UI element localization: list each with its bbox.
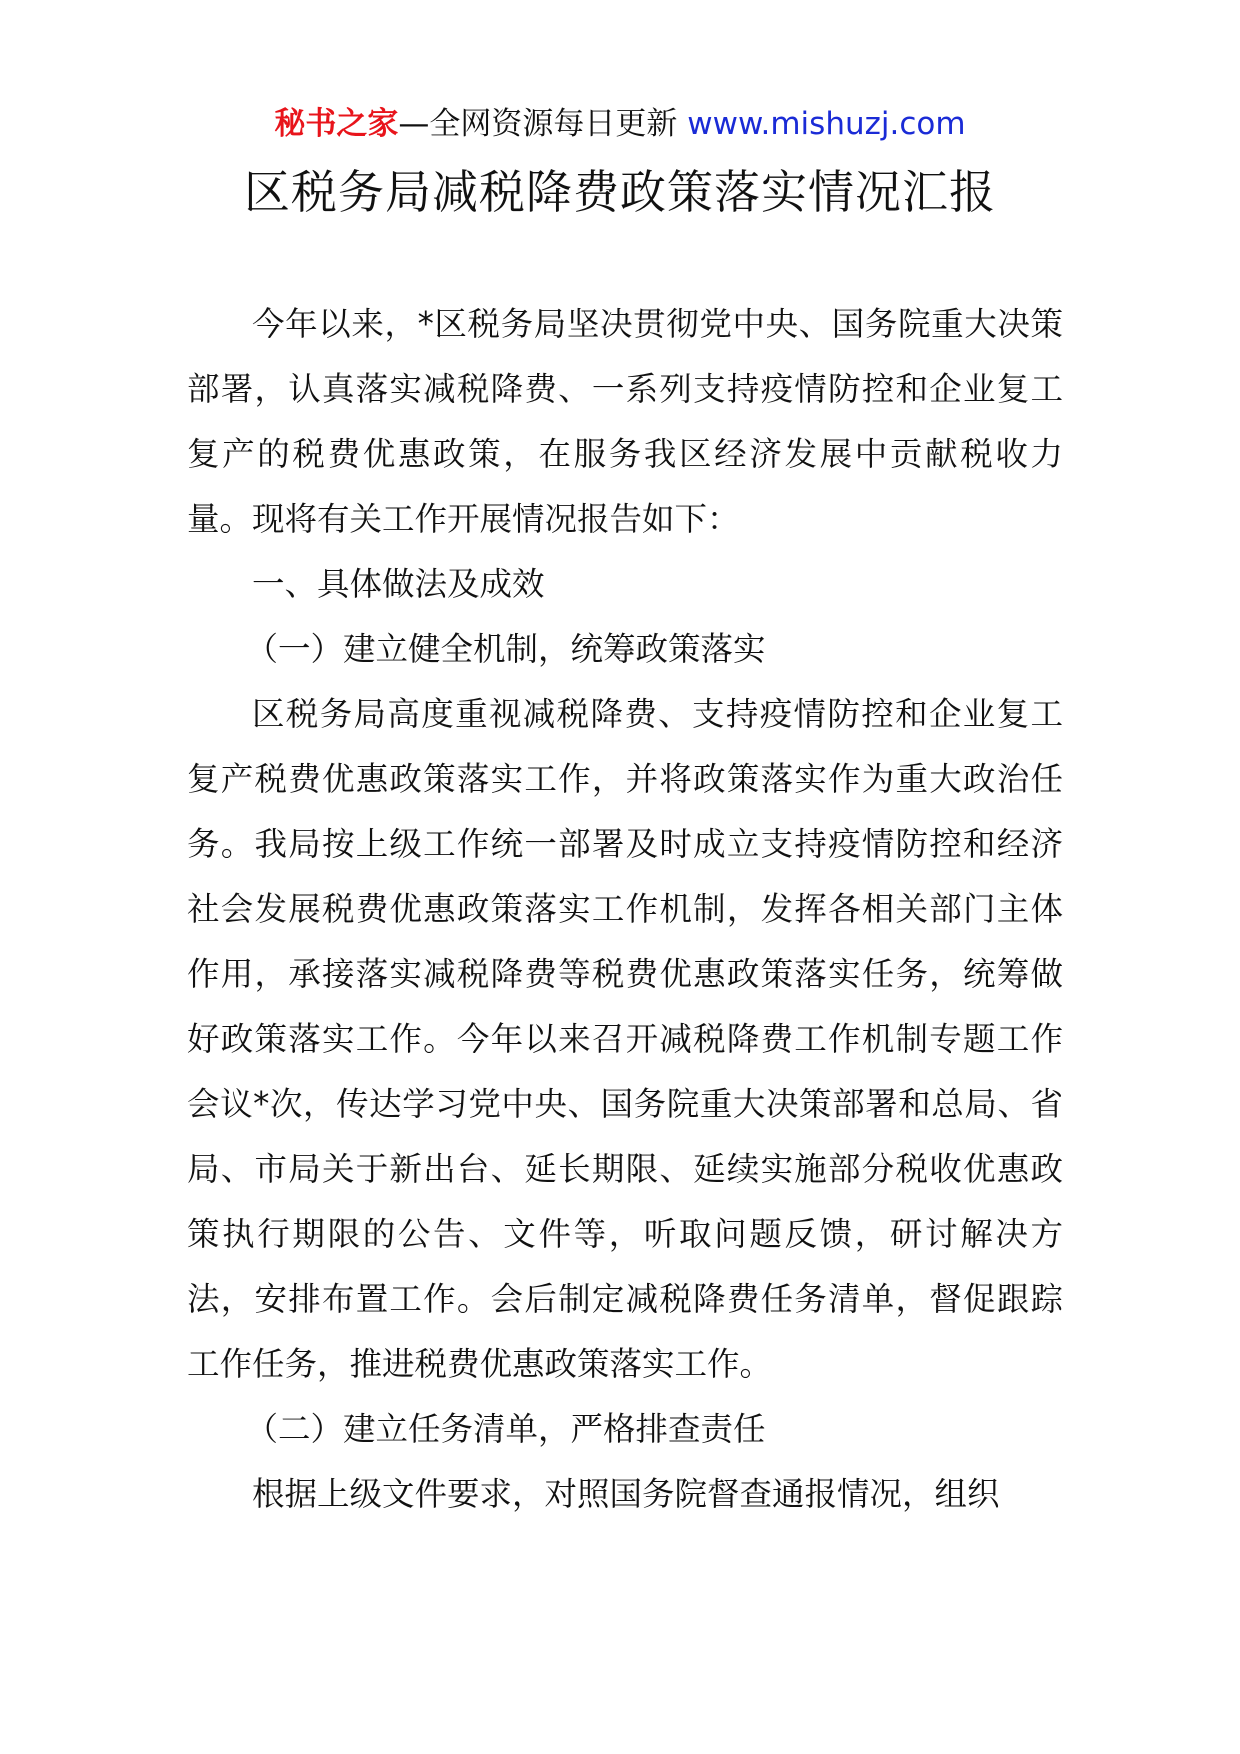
document-body <box>187 292 1063 1527</box>
subsection-paragraph-1: 区税务局高度重视减税降费、支持疫情防控和企业复工复产税费优惠政策落实工作，并将政策落实作为重大政治任务。我局按上级工作统一部署及时成立支持疫情防控和经济社会发展税费优惠政策落实工作机制，发挥各相关部门主体作用，承接落实减税降费等税费优惠政策落实任务，统筹做好政策落实工作。今年以来召开减税降费工作机制专题工作会议*次，传达学习党中央、国务院重大决策部署和总局、省局、市局关于新出台、延长期限、延续实施部分税收优惠政策执行期限的公告、文件等，听取问题反馈，研讨解决方法，安排布置工作。会后制定减税降费任务清单，督促跟踪工作任务，推进税费优惠政策落实工作。 <box>187 695 1063 1383</box>
banner-slogan: —全网资源每日更新 <box>398 106 678 142</box>
intro-paragraph: 今年以来，*区税务局坚决贯彻党中央、国务院重大决策部署，认真落实减税降费、一系列支持疫情防控和企业复工复产的税费优惠政策，在服务我区经济发展中贡献税收力量。现将有关工作开展情况报告如下： <box>187 305 1063 538</box>
banner-url[interactable]: www.mishuzj.com <box>687 106 966 142</box>
banner-brand: 秘书之家 <box>274 106 399 142</box>
site-banner <box>0 102 1240 146</box>
subsection-paragraph-2: 根据上级文件要求，对照国务院督查通报情况，组织 <box>252 1475 1000 1513</box>
subsection-heading-2: （二）建立任务清单，严格排查责任 <box>245 1410 766 1448</box>
subsection-heading-1: （一）建立健全机制，统筹政策落实 <box>245 630 766 668</box>
section-heading-1: 一、具体做法及成效 <box>252 565 545 603</box>
document-title: 区税务局减税降费政策落实情况汇报 <box>244 165 996 219</box>
